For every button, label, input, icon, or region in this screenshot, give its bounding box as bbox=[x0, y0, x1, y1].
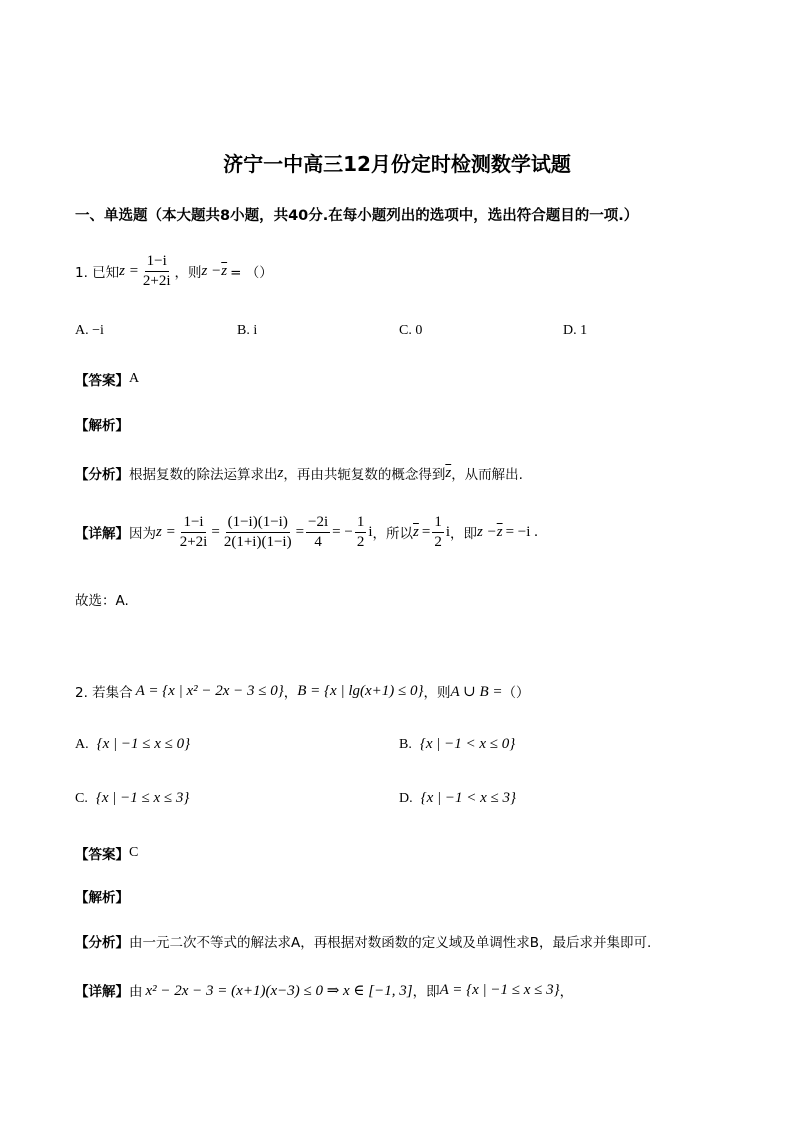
q1-detail-label: 【详解】 bbox=[75, 526, 129, 542]
page-title: 济宁一中高三12月份定时检测数学试题 bbox=[223, 152, 571, 176]
q1-detail-frac-1 bbox=[178, 514, 210, 550]
q2-option-c bbox=[75, 790, 189, 807]
q2-option-b-label: B. bbox=[399, 736, 412, 752]
q1-d-f1-num: 1−i bbox=[181, 514, 205, 533]
q2-detail-expr: x² − 2x − 3 = (x+1)(x−3) ≤ 0 ⇒ x ∈ [−1, 3] bbox=[145, 982, 413, 999]
q1-option-b: B. i bbox=[237, 323, 258, 338]
q1-d-last-eq: = −i . bbox=[505, 523, 538, 540]
q1-answer-label: 【答案】 bbox=[75, 373, 129, 389]
q2-option-a bbox=[75, 736, 190, 753]
q2-option-a-value: {x | −1 ≤ x ≤ 0} bbox=[96, 736, 191, 752]
q1-fenxi-text-1: 根据复数的除法运算求出 bbox=[129, 467, 278, 483]
q1-d-f4-den: 2 bbox=[356, 533, 365, 550]
q1-fenxi-text-3: ，从而解出. bbox=[451, 467, 523, 483]
q1-conclusion: 故选：A. bbox=[75, 593, 129, 609]
q1-fenxi-z: z bbox=[277, 464, 284, 481]
q1-expr: z − bbox=[201, 262, 222, 279]
q1-then: ，则 bbox=[174, 265, 202, 281]
q1-fenxi-text-2: ，再由共轭复数的概念得到 bbox=[283, 467, 446, 483]
q2-option-a-label: A. bbox=[75, 736, 89, 752]
q1-d-f3-den: 4 bbox=[314, 533, 322, 550]
q1-d-f2-den: 2(1+i)(1−i) bbox=[223, 533, 292, 550]
q1-detail-frac-5 bbox=[432, 514, 444, 550]
q2-option-b-value: {x | −1 < x ≤ 0} bbox=[419, 736, 516, 752]
q2-option-d-label: D. bbox=[399, 790, 413, 806]
q1-zbar: $\overline{z}$ bbox=[221, 262, 228, 279]
q1-fraction bbox=[141, 253, 173, 289]
q2-fenxi bbox=[75, 931, 651, 951]
section-heading: 一、单选题（本大题共8小题，共40分.在每小题列出的选项中，选出符合题目的一项.） bbox=[75, 208, 639, 224]
q2-paren: （） bbox=[502, 685, 530, 701]
q1-d-last: z − bbox=[477, 523, 497, 540]
q1-d-f5-den: 2 bbox=[434, 533, 442, 550]
q2-comma: ， bbox=[283, 685, 298, 701]
q1-fenxi-label: 【分析】 bbox=[75, 467, 129, 483]
q1-detail-z: z = bbox=[156, 523, 176, 540]
q2-option-c-value: {x | −1 ≤ x ≤ 3} bbox=[95, 790, 190, 806]
q2-answer-value: C bbox=[129, 845, 139, 860]
q2-then: ，则 bbox=[423, 685, 451, 701]
q2-option-d-value: {x | −1 < x ≤ 3} bbox=[420, 790, 517, 806]
q1-option-a: A. −i bbox=[75, 323, 104, 338]
q1-option-d: D. 1 bbox=[563, 323, 588, 338]
q1-answer bbox=[75, 369, 139, 389]
q2-fenxi-text: 由一元二次不等式的解法求A，再根据对数函数的定义域及单调性求B，最后求并集即可. bbox=[129, 935, 652, 951]
question-2-stem bbox=[75, 681, 530, 701]
q1-d-i: i bbox=[368, 523, 373, 540]
q1-detail-frac-2 bbox=[222, 514, 294, 550]
q2-union: A ∪ B = bbox=[450, 683, 503, 700]
q1-frac-den: 2+2i bbox=[142, 272, 171, 289]
q2-fenxi-label: 【分析】 bbox=[75, 935, 129, 951]
q2-option-c-label: C. bbox=[75, 790, 88, 806]
q2-detail-ji: ，即 bbox=[412, 984, 440, 1000]
q2-analysis-label: 【解析】 bbox=[75, 890, 129, 906]
q1-detail-frac-4 bbox=[355, 514, 367, 550]
q1-z-lhs: z = bbox=[119, 262, 139, 279]
q1-d-zbar: $\overline{z}$ bbox=[413, 523, 419, 540]
q1-fenxi bbox=[75, 463, 523, 483]
q1-d-ji: ，即 bbox=[450, 526, 477, 542]
q2-set-a: A = {x | x² − 2x − 3 ≤ 0} bbox=[135, 682, 284, 699]
q1-frac-num: 1−i bbox=[145, 253, 169, 272]
q2-set-b: B = {x | lg(x+1) ≤ 0} bbox=[297, 682, 424, 699]
q1-d-eq1: = bbox=[211, 523, 220, 540]
q1-d-so: ，所以 bbox=[372, 526, 414, 542]
q1-eq: = （） bbox=[230, 265, 273, 281]
q1-d-eq4: = bbox=[421, 523, 431, 540]
q1-d-f5-num: 1 bbox=[432, 514, 444, 533]
q1-d-eq2: = bbox=[295, 523, 305, 540]
q1-d-i2: i bbox=[445, 523, 450, 540]
q2-detail-label: 【详解】 bbox=[75, 984, 129, 1000]
question-1-stem bbox=[75, 253, 273, 289]
q2-detail-set-a: A = {x | −1 ≤ x ≤ 3} bbox=[439, 981, 560, 998]
q1-analysis-label: 【解析】 bbox=[75, 418, 129, 434]
q1-option-c: C. 0 bbox=[399, 323, 423, 338]
q1-d-eq3: = − bbox=[332, 523, 353, 540]
q1-answer-value: A bbox=[129, 371, 140, 386]
q1-number: 1. 已知 bbox=[75, 265, 120, 281]
q1-d-f4-num: 1 bbox=[355, 514, 367, 533]
q1-d-f2-num: (1−i)(1−i) bbox=[226, 514, 290, 533]
q1-detail-because: 因为 bbox=[129, 526, 156, 542]
q1-d-last-zbar: $\overline{z}$ bbox=[496, 523, 503, 540]
q1-d-f1-den: 2+2i bbox=[179, 533, 208, 550]
q1-detail bbox=[75, 514, 538, 550]
q2-answer bbox=[75, 843, 138, 863]
q2-answer-label: 【答案】 bbox=[75, 847, 129, 863]
q2-detail-comma: ， bbox=[559, 984, 574, 1000]
q2-number: 2. 若集合 bbox=[75, 685, 133, 701]
q2-option-d bbox=[399, 790, 516, 807]
q2-detail-you: 由 bbox=[129, 984, 143, 1000]
q2-option-b bbox=[399, 736, 515, 753]
q1-fenxi-zbar: $\overline{z}$ bbox=[445, 464, 452, 481]
q2-detail bbox=[75, 980, 573, 1000]
q1-d-f3-num: −2i bbox=[306, 514, 330, 533]
q1-detail-frac-3 bbox=[306, 514, 330, 550]
